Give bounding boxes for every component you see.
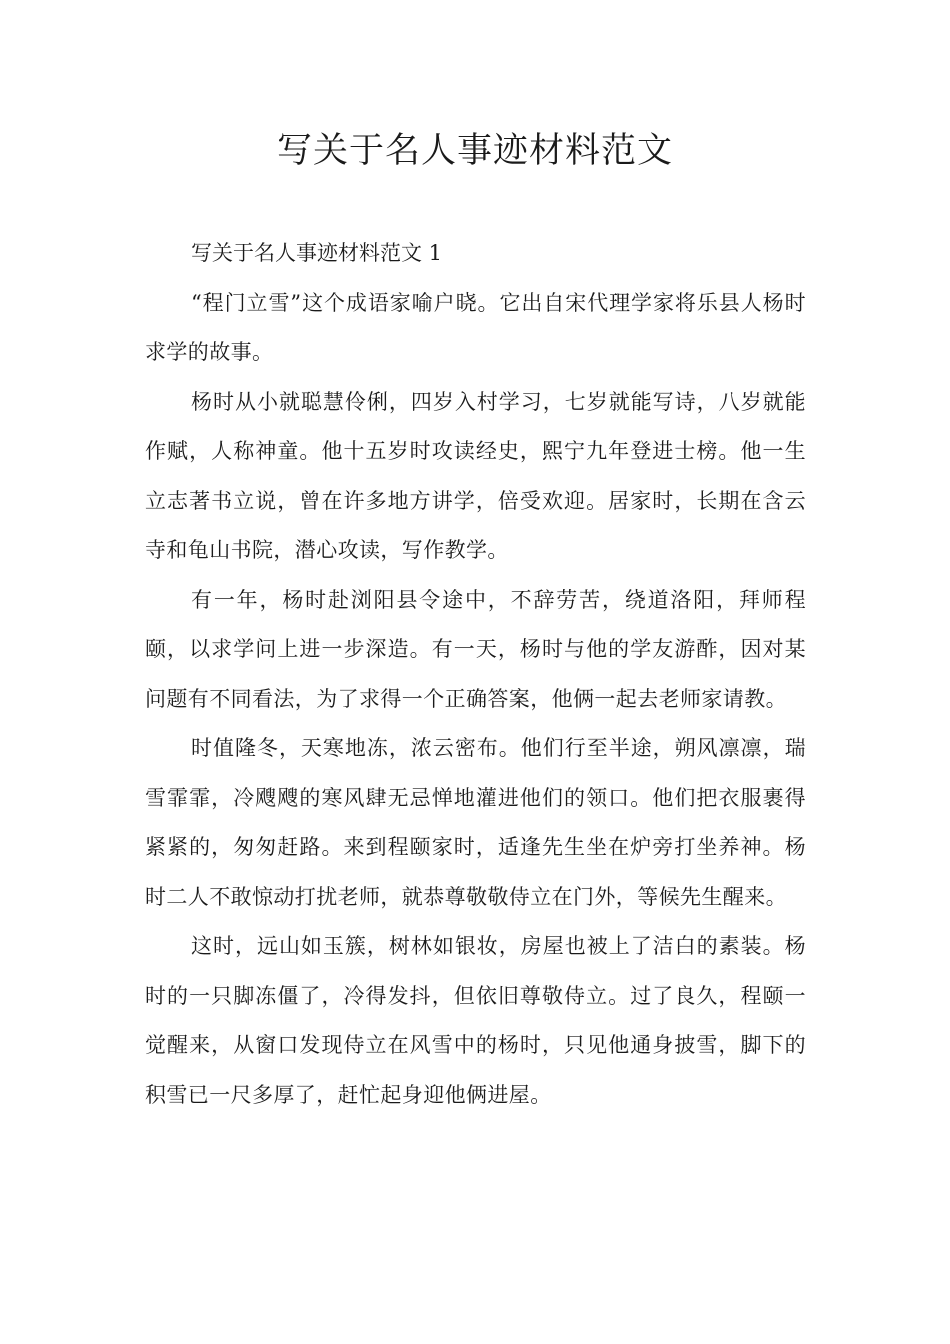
paragraph-5: 这时，远山如玉簇，树林如银妆，房屋也被上了洁白的素装。杨时的一只脚冻僵了，冷得发抖，但依旧尊敬侍立。过了良久，程颐一觉醒来，从窗口发现侍立在风雪中的杨时，只见他通身披雪，脚下的积雪已一尺多厚了，赶忙起身迎他俩进屋。	[145, 934, 806, 1107]
section-heading: 写关于名人事迹材料范文 1	[191, 241, 443, 265]
paragraph-3: 有一年，杨时赴浏阳县令途中，不辞劳苦，绕道洛阳，拜师程颐，以求学问上进一步深造。有一天，杨时与他的学友游酢，因对某问题有不同看法，为了求得一个正确答案，他俩一起去老师家请教。	[145, 587, 806, 711]
document-body	[145, 229, 806, 1120]
paragraph-1: “程门立雪”这个成语家喻户晓。它出自宋代理学家将乐县人杨时求学的故事。	[145, 290, 806, 364]
document-title: 写关于名人事迹材料范文	[276, 131, 673, 171]
paragraph-4: 时值隆冬，天寒地冻，浓云密布。他们行至半途，朔风凛凛，瑞雪霏霏，冷飕飕的寒风肆无忌惮地灌进他们的领口。他们把衣服裹得紧紧的，匆匆赶路。来到程颐家时，适逢先生坐在炉旁打坐养神。杨时二人不敢惊动打扰老师，就恭尊敬敬侍立在门外，等候先生醒来。	[145, 736, 806, 909]
paragraph-2: 杨时从小就聪慧伶俐，四岁入村学习，七岁就能写诗，八岁就能作赋，人称神童。他十五岁时攻读经史，熙宁九年登进士榜。他一生立志著书立说，曾在许多地方讲学，倍受欢迎。居家时，长期在含云寺和龟山书院，潜心攻读，写作教学。	[145, 389, 806, 562]
